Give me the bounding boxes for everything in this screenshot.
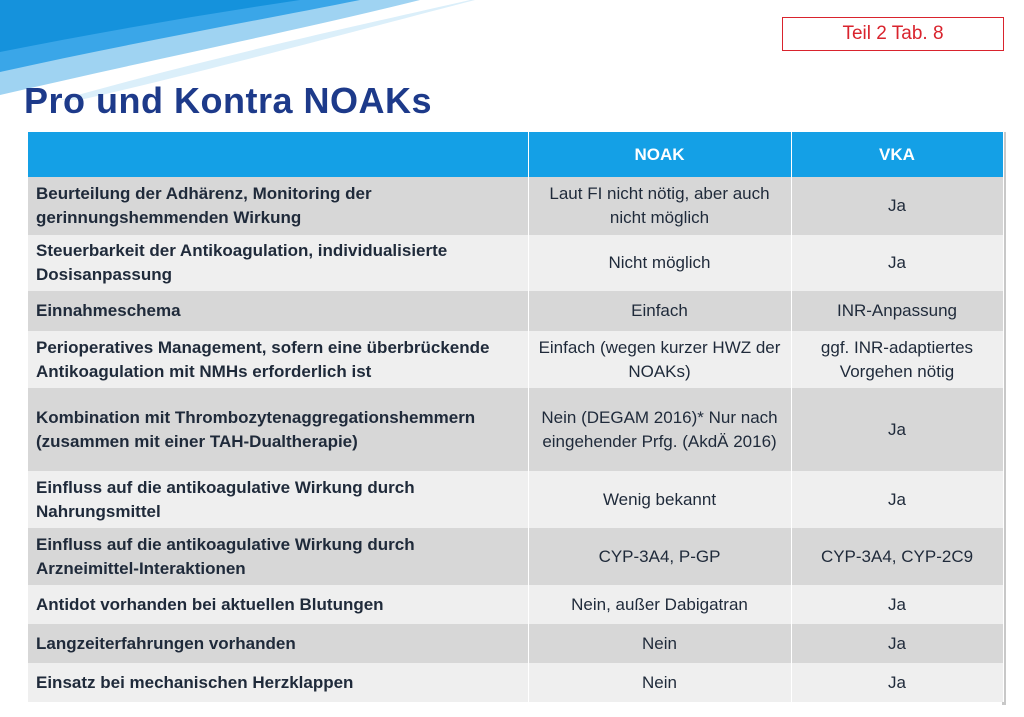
reference-label: Teil 2 Tab. 8 — [782, 17, 1004, 51]
vka-value: Ja — [791, 235, 1003, 291]
vka-value: Ja — [791, 663, 1003, 702]
header-empty — [28, 132, 528, 177]
noak-value: Nein, außer Dabigatran — [528, 585, 791, 624]
row-label: Langzeiterfahrungen vorhanden — [28, 624, 528, 663]
table-row — [28, 585, 1003, 624]
noak-value: Einfach — [528, 291, 791, 331]
noak-value: Wenig bekannt — [528, 471, 791, 528]
row-label: Einnahmeschema — [28, 291, 528, 331]
header-vka: VKA — [791, 132, 1003, 177]
row-label: Einfluss auf die antikoagulative Wirkung durch Arzneimittel-Interaktionen — [28, 528, 528, 585]
table-row — [28, 177, 1003, 235]
row-label: Beurteilung der Adhärenz, Monitoring der gerinnungshemmenden Wirkung — [28, 177, 528, 235]
vka-value: Ja — [791, 177, 1003, 235]
header-noak: NOAK — [528, 132, 791, 177]
table-row — [28, 235, 1003, 291]
vka-value: ggf. INR-adaptiertes Vorgehen nötig — [791, 331, 1003, 388]
noak-value: Einfach (wegen kurzer HWZ der NOAKs) — [528, 331, 791, 388]
vka-value: Ja — [791, 388, 1003, 471]
vka-value: CYP-3A4, CYP-2C9 — [791, 528, 1003, 585]
vka-value: Ja — [791, 585, 1003, 624]
table-row — [28, 624, 1003, 663]
noak-value: Laut FI nicht nötig, aber auch nicht möglich — [528, 177, 791, 235]
noak-value: Nein — [528, 624, 791, 663]
table-row — [28, 331, 1003, 388]
noak-value: Nein — [528, 663, 791, 702]
row-label: Steuerbarkeit der Antikoagulation, individualisierte Dosisanpassung — [28, 235, 528, 291]
table-row — [28, 528, 1003, 585]
row-label: Antidot vorhanden bei aktuellen Blutungen — [28, 585, 528, 624]
vka-value: Ja — [791, 471, 1003, 528]
comparison-table — [28, 132, 1004, 702]
table-row — [28, 291, 1003, 331]
row-label: Einsatz bei mechanischen Herzklappen — [28, 663, 528, 702]
row-label: Perioperatives Management, sofern eine überbrückende Antikoagulation mit NMHs erforderlich ist — [28, 331, 528, 388]
noak-value: Nicht möglich — [528, 235, 791, 291]
table-row — [28, 471, 1003, 528]
row-label: Einfluss auf die antikoagulative Wirkung durch Nahrungsmittel — [28, 471, 528, 528]
table-header-row — [28, 132, 1003, 177]
page-title: Pro und Kontra NOAKs — [24, 80, 433, 121]
vka-value: Ja — [791, 624, 1003, 663]
noak-value: CYP-3A4, P-GP — [528, 528, 791, 585]
row-label: Kombination mit Thrombozytenaggregationshemmern (zusammen mit einer TAH-Dualtherapie) — [28, 388, 528, 471]
table-row — [28, 388, 1003, 471]
table-row — [28, 663, 1003, 702]
vka-value: INR-Anpassung — [791, 291, 1003, 331]
noak-value: Nein (DEGAM 2016)* Nur nach eingehender Prfg. (AkdÄ 2016) — [528, 388, 791, 471]
